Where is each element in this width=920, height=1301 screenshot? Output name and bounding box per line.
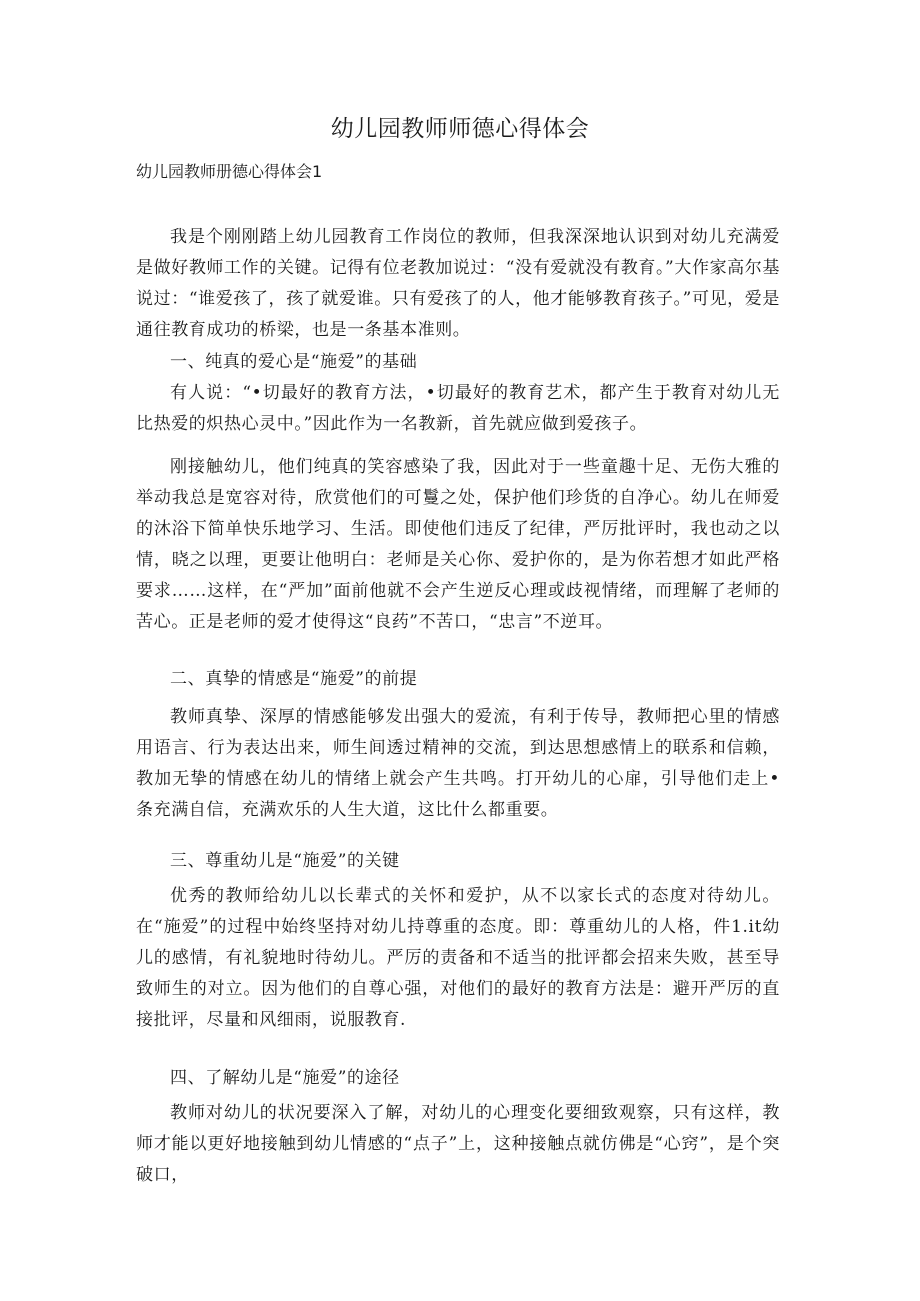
document-title: 幼儿园教师师德心得体会: [330, 116, 590, 142]
paragraph-section-4: 教师对幼儿的状况要深入了解，对幼儿的心理变化要细致观察，只有这样，教师才能以更好地接触到幼儿情感的“点子”上，这种接触点就仿佛是“心窍”，是个突破口，: [136, 1103, 780, 1185]
paragraph-section-3: 优秀的教师给幼儿以长辈式的关怀和爱护，从不以家长式的态度对待幼儿。在“施爱”的过程中始终坚持对幼儿持尊重的态度。即：尊重幼儿的人格，件1.it幼儿的感情，有礼貌地时待幼儿。严厉的责备和不适当的批评都会招来失败，甚至导致师生的对立。因为他们的自尊心强，对他们的最好的教育方法是：避开严厉的直接批评，尽量和风细雨，说服教育.: [136, 886, 780, 1030]
paragraph-intro: 我是个刚刚踏上幼儿园教育工作岗位的教师，但我深深地认识到对幼儿充满爱是做好教师工作的关键。记得有位老教加说过：“没有爱就没有教育。”大作家高尔基说过：“谁爱孩了，孩了就爱谁。只有爱孩了的人，他才能够教育孩子。”可见，爱是通往教育成功的桥梁，也是一条基本准则。: [136, 227, 780, 340]
section-heading-2: 二、真挚的情感是“施爱”的前提: [170, 669, 418, 689]
section-heading-1: 一、纯真的爱心是“施爱”的基础: [170, 352, 418, 372]
paragraph-section-1b: 刚接触幼儿，他们纯真的笑容感染了我，因此对于一些童趣十足、无伤大雅的举动我总是宽容对待，欣赏他们的可鬘之处，保护他们珍货的自净心。幼儿在师爱的沐浴下简单快乐地学习、生活。即使他们违反了纪律，严厉批评时，我也动之以情，晓之以理，更要让他明白：老师是关心你、爱护你的，是为你若想才如此严格要求……这样，在“严加”面前他就不会产生逆反心理或歧视情绪，而理解了老师的苦心。正是老师的爱才使得这“良药”不苦口，“忠言”不逆耳。: [136, 457, 780, 632]
section-heading-4: 四、了解幼儿是“施爱”的途径: [170, 1068, 400, 1088]
section-heading-3: 三、尊重幼儿是“施爱”的关键: [170, 851, 400, 871]
paragraph-section-1a: 有人说：“•切最好的教育方法，•切最好的教育艺术，都产生于教育对幼儿无比热爱的炽热心灵中。”因此作为一名教新，首先就应做到爱孩子。: [136, 383, 780, 434]
document-subtitle: 幼儿园教师册德心得体会1: [136, 162, 323, 181]
paragraph-section-2: 教师真挚、深厚的情感能够发出强大的爱流，有利于传导，教师把心里的情感用语言、行为表达出来，师生间透过精神的交流，到达思想感情上的联系和信赖，教加无挚的情感在幼儿的情绪上就会产生共鸣。打开幼儿的心扉，引导他们走上•条充满自信，充满欢乐的人生大道，这比什么都重要。: [136, 707, 780, 820]
